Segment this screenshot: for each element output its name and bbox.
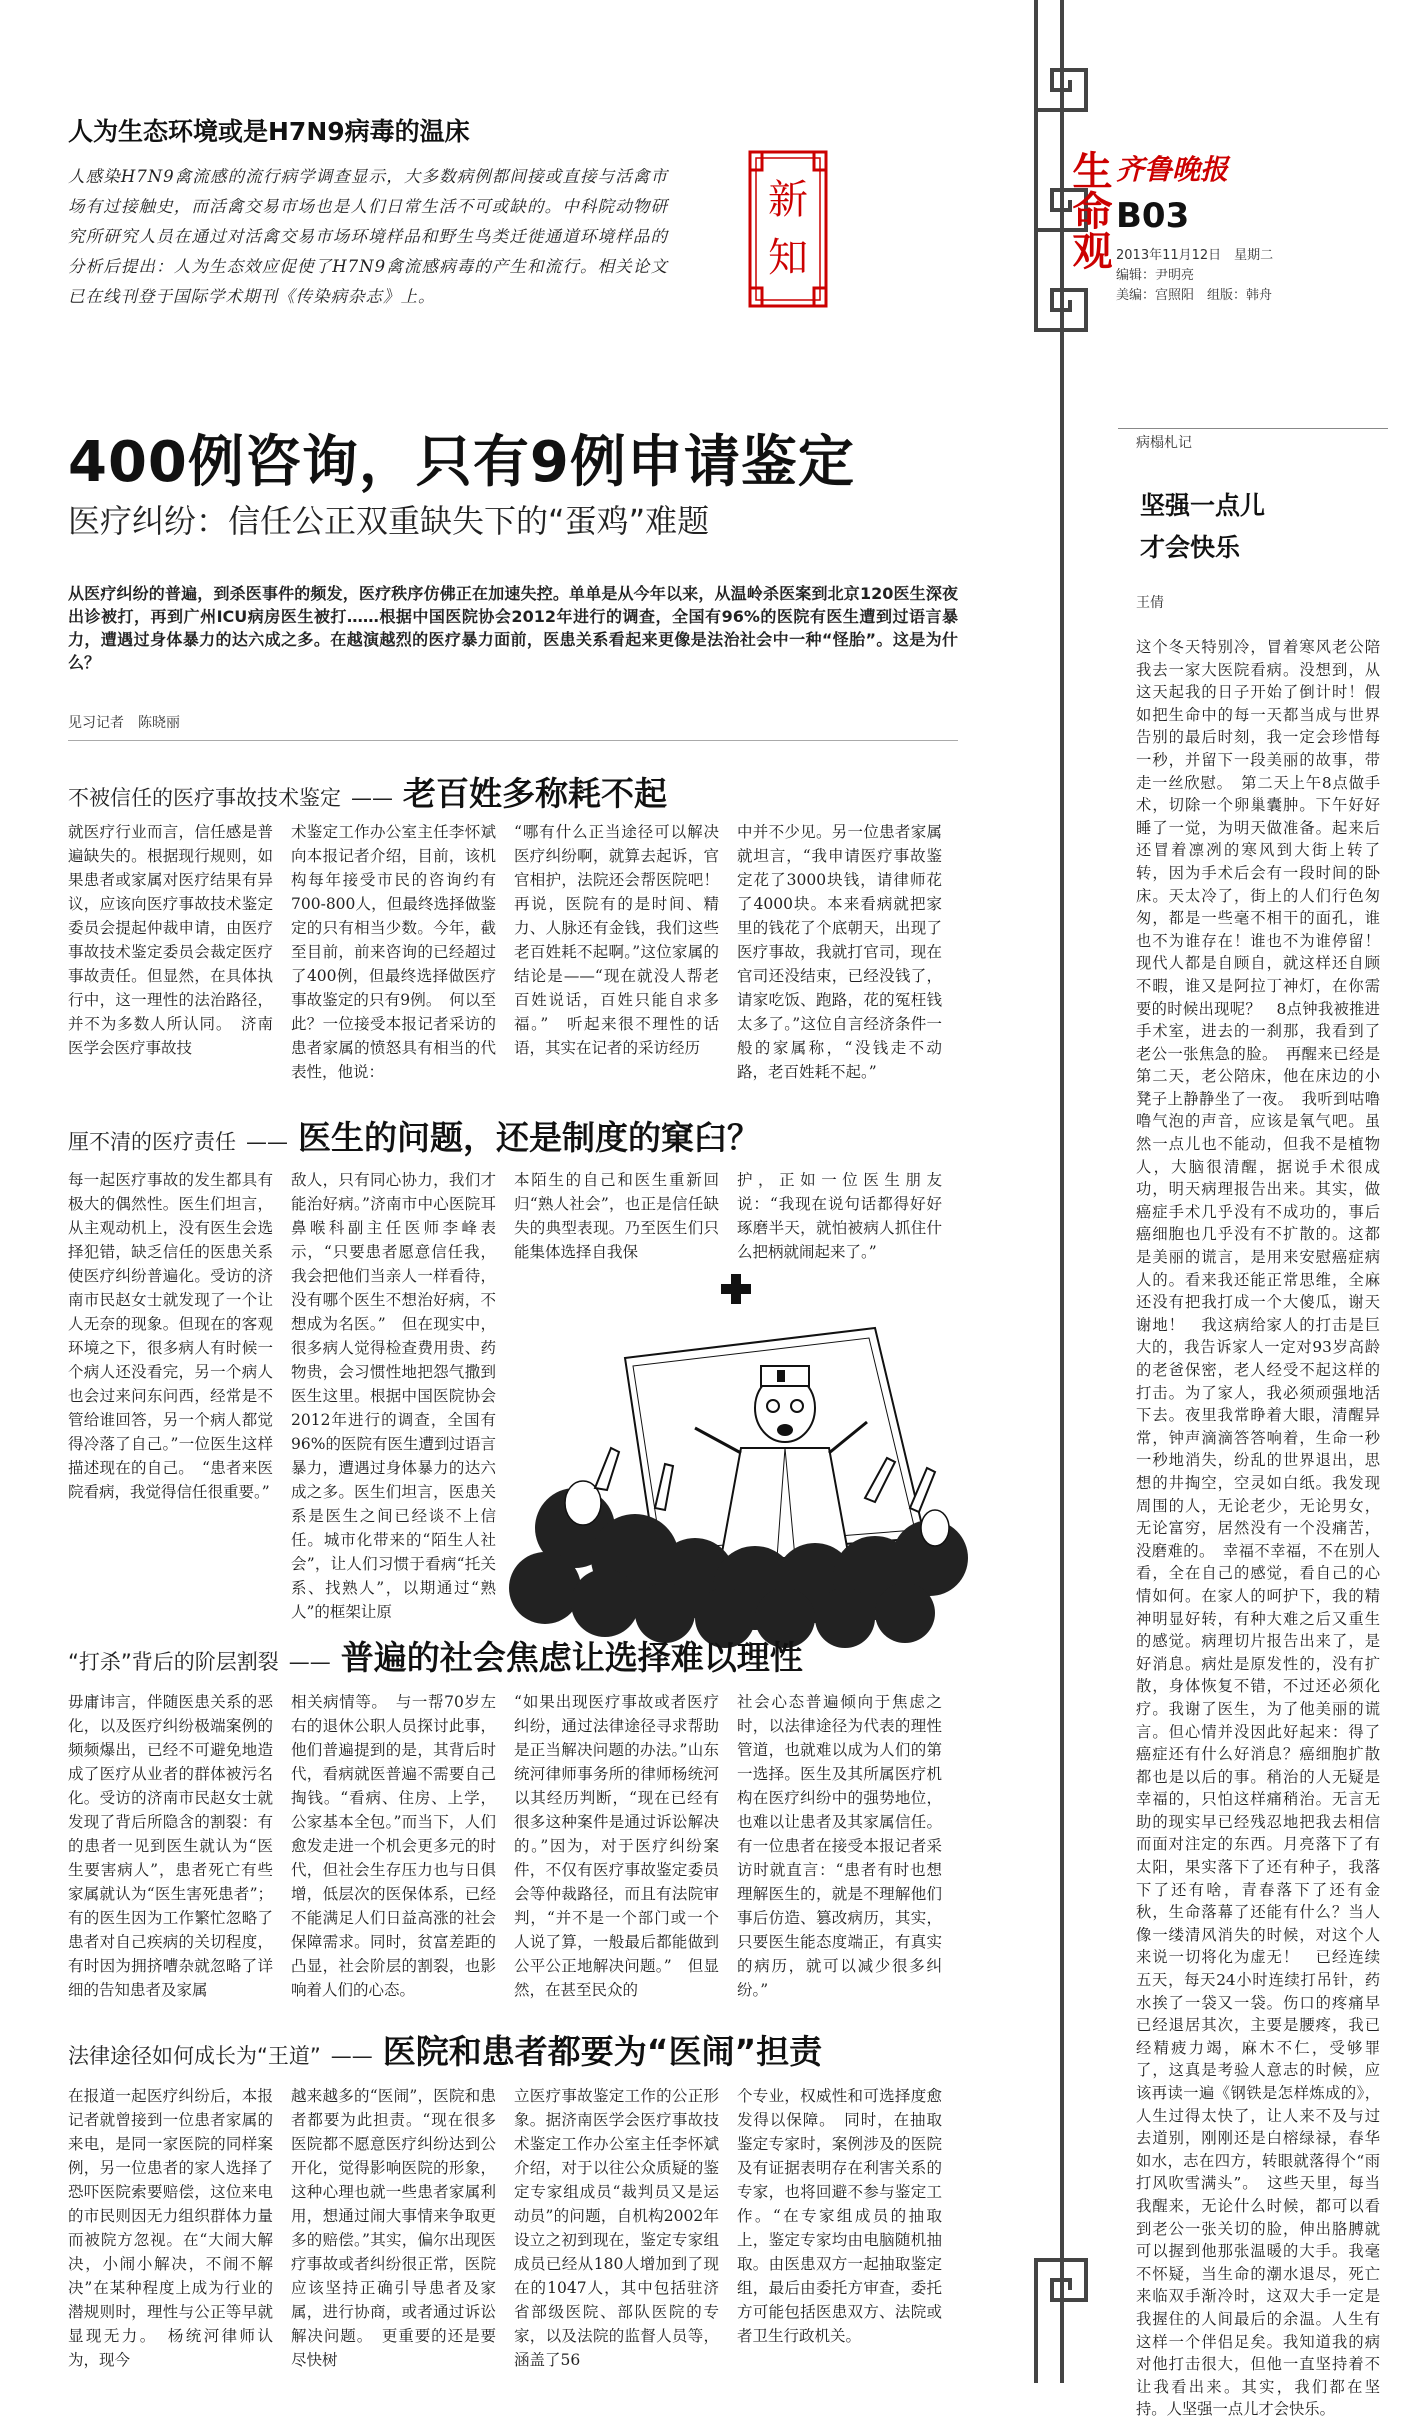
section-1-title: 老百姓多称耗不起 <box>403 774 667 813</box>
column-tag: 病榻札记 <box>1136 435 1192 451</box>
seal-char-2: 知 <box>768 235 808 281</box>
section-2-col-2: 敌人，只有同心协力，我们才能治好病。”济南市中心医院耳鼻喉科副主任医师李峰表示，“只要患者愿意信任我，我会把他们当亲人一样看待，没有哪个医生不想治好病，不想成为名医。” 但在现实中，很多病人觉得检查费用贵、药物贵，会习惯性地把怨气撒到医生这里。根据中国医院协会2012年进行的调查，全国有96%的医院有医生遭到过语言暴力，遭遇过身体暴力的达六成之多。医生们坦言，医患关系是医生之间已经谈不上信任。城市化带来的“陌生人社会”，让人们习惯于看病“托关系、找熟人”，以期通过“熟人”的框架让原 <box>291 1171 496 1621</box>
page-number: B03 <box>1116 196 1190 236</box>
section-4-dash: —— <box>330 2044 373 2068</box>
section-2-col-1: 每一起医疗事故的发生都具有极大的偶然性。医生们坦言，从主观动机上，没有医生会选择犯错，缺乏信任的医患关系使医疗纠纷普遍化。受访的济南市民赵女士就发现了一个让人无奈的现象。但现在的客观环境之下，很多病人有时候一个病人还没看完，另一个病人也会过来问东问西，经常是不管给谁回答，另一个病人都觉得冷落了自己。”一位医生这样描述现在的自己。 “患者来医院看病，我觉得信任很重要。” <box>68 1171 273 1501</box>
column-divider-top <box>1118 428 1388 429</box>
xinzhi-seal <box>748 150 828 308</box>
section-1-kicker: 不被信任的医疗事故技术鉴定 <box>68 786 341 810</box>
section-1-col-2: 术鉴定工作办公室主任李怀斌向本报记者介绍，目前，该机构每年接受市民的咨询约有700-800人，但最终选择做鉴定的只有相当少数。今年，截至目前，前来咨询的已经超过了400例，但最终选择做医疗事故鉴定的只有9例。 何以至此？一位接受本报记者采访的患者家属的愤怒具有相当的代表性，他说： <box>291 823 496 1081</box>
issue-date: 2013年11月12日 星期二 <box>1116 248 1274 263</box>
section-3-col-4: 社会心态普遍倾向于焦虑之时，以法律途径为代表的理性管道，也就难以成为人们的第一选择。医生及其所属医疗机构在医疗纠纷中的强势地位，也难以让患者及其家属信任。有一位患者在接受本报记者采访时就直言：“患者有时也想理解医生的，就是不理解他们事后仿造、篡改病历，其实，只要医生能态度端正，有真实的病历，就可以减少很多纠纷。” <box>737 1693 942 1999</box>
lead-paragraph: 从医疗纠纷的普遍，到杀医事件的频发，医疗秩序仿佛正在加速失控。单单是从今年以来，从温岭杀医案到北京120医生深夜出诊被打，再到广州ICU病房医生被打……根据中国医院协会2012年进行的调查，全国有96%的医院有医生遭到过语言暴力，遭遇过身体暴力的达六成之多。在越演越烈的医疗暴力面前，医患关系看起来更像是法治社会中一种“怪胎”。这是为什么？ <box>68 584 958 672</box>
section-4-kicker: 法律途径如何成长为“王道” <box>68 2044 321 2068</box>
section-2-col-3: 本陌生的自己和医生重新回归“熟人社会”，也正是信任缺失的典型表现。乃至医生们只能集体选择自我保 <box>514 1171 719 1261</box>
section-1-col-1: 就医疗行业而言，信任感是普遍缺失的。根据现行规则，如果患者或家属对医疗结果有异议，应该向医疗事故技术鉴定委员会提起仲裁申请，由医疗事故技术鉴定委员会裁定医疗事故责任。但显然，在具体执行中，这一理性的法治路径，并不为多数人所认同。 济南医学会医疗事故技 <box>68 823 273 1057</box>
section-2-kicker: 厘不清的医疗责任 <box>68 1130 236 1154</box>
section-3-col-2: 相关病情等。 与一帮70岁左右的退休公职人员探讨此事，他们普遍提到的是，其背后时代，看病就医普遍不需要自己掏钱。“看病、住房、上学，公家基本全包。”而当下，人们愈发走进一个机会更多元的时代，但社会生存压力也与日俱增，低层次的医保体系，已经不能满足人们日益高涨的社会保障需求。同时，贫富差距的凸显，社会阶层的割裂，也影响着人们的心态。 <box>291 1693 496 1999</box>
section-3-kicker: “打杀”背后的阶层割裂 <box>68 1650 279 1674</box>
editor-credit: 编辑：尹明亮 <box>1116 268 1195 283</box>
section-2-col-4: 护，正如一位医生朋友说：“我现在说句话都得好好琢磨半天，就怕被病人抓住什么把柄就闹起来了。” <box>737 1171 942 1261</box>
column-title-1: 坚强一点儿 <box>1140 491 1266 520</box>
section-label: 生命观 <box>1066 150 1112 270</box>
section-2-head <box>68 1112 760 1159</box>
seal-char-1: 新 <box>768 177 808 223</box>
section-1-dash: —— <box>351 786 393 810</box>
section-1-col-3: “哪有什么正当途径可以解决医疗纠纷啊，就算去起诉，官官相护，法院还会帮医院吧！再说，医院有的是时间、精力、人脉还有金钱，我们这些老百姓耗不起啊。”这位家属的结论是——“现在就没人帮老百姓说话，百姓只能自求多福。” 听起来很不理性的话语，其实在记者的采访经历 <box>514 823 719 1057</box>
section-3-dash: —— <box>288 1650 331 1674</box>
cartoon-illustration <box>515 1258 955 1618</box>
section-1-head <box>68 768 667 815</box>
doctor-crowd-illustration <box>515 1258 955 1618</box>
section-1-col-4: 中并不少见。另一位患者家属就坦言，“我申请医疗事故鉴定花了3000块钱，请律师花了4000块。本来看病就把家里的钱花了个底朝天，出现了医疗事故，我就打官司，现在官司还没结束，已经没钱了，请家吃饭、跑路，花的冤枉钱太多了。”这位自言经济条件一般的家属称，“没钱走不动路，老百姓耗不起。” <box>737 823 942 1081</box>
section-4-col-3: 立医疗事故鉴定工作的公正形象。据济南医学会医疗事故技术鉴定工作办公室主任李怀斌介绍，对于以往公众质疑的鉴定专家组成员“裁判员又是运动员”的问题，自机构2002年设立之初到现在，鉴定专家组成员已经从180人增加到了现在的1047人，其中包括驻济省部级医院、部队医院的专家，以及法院的监督人员等，涵盖了56 <box>514 2087 719 2369</box>
section-4-head <box>68 2026 822 2073</box>
byline: 见习记者 陈晓丽 <box>68 715 180 731</box>
section-4-col-1: 在报道一起医疗纠纷后，本报记者就曾接到一位患者家属的来电，是同一家医院的同样案例，另一位患者的家人选择了恐吓医院索要赔偿，这位来电的市民则因无力组织群体力量而被院方忽视。在“大闹大解决，小闹小解决，不闹不解决”在某种程度上成为行业的潜规则时，理性与公正等早就显现无力。 杨统河律师认为，现今 <box>68 2087 273 2369</box>
section-3-title: 普遍的社会焦虑让选择难以理性 <box>340 1638 803 1677</box>
section-3-col-3: “如果出现医疗事故或者医疗纠纷，通过法律途径寻求帮助是正当解决问题的办法。”山东统河律师事务所的律师杨统河以其经历判断，“现在已经有很多这种案件是通过诉讼解决的。”因为，对于医疗纠纷案件，不仅有医疗事故鉴定委员会等仲裁路径，而且有法院审判，“并不是一个部门或一个人说了算，一般最后都能做到公平公正地解决问题。” 但显然，在甚至民众的 <box>514 1693 719 1999</box>
divider <box>68 740 958 741</box>
meander-pattern <box>1034 0 1090 2383</box>
designer-credit: 美编：宫照阳 组版：韩舟 <box>1116 288 1273 303</box>
section-2-title: 医生的问题，还是制度的窠臼？ <box>298 1118 760 1157</box>
main-headline: 400例咨询，只有9例申请鉴定 <box>68 430 855 495</box>
column-author: 王倩 <box>1136 595 1164 611</box>
section-2-dash: —— <box>246 1130 288 1154</box>
column-title-2: 才会快乐 <box>1140 533 1241 562</box>
section-4-col-4: 个专业，权威性和可选择度愈发得以保障。 同时，在抽取鉴定专家时，案例涉及的医院及有证据表明存在利害关系的专家，也将回避不参与鉴定工作。“在专家组成员的抽取上，鉴定专家均由电脑随机抽取。由医患双方一起抽取鉴定组，最后由委托方审查，委托方可能包括医患双方、法院或者卫生行政机关。 <box>737 2087 942 2345</box>
decorative-border <box>1034 0 1090 2383</box>
newspaper-logo: 齐鲁晚报 <box>1116 153 1229 186</box>
main-subhead: 医疗纠纷：信任公正双重缺失下的“蛋鸡”难题 <box>68 502 710 540</box>
xinzhi-body: 人感染H7N9禽流感的流行病学调查显示，大多数病例都间接或直接与活禽市场有过接触史，而活禽交易市场也是人们日常生活不可或缺的。中科院动物研究所研究人员在通过对活禽交易市场环境样品和野生鸟类迁徙通道环境样品的分析后提出：人为生态效应促使了H7N9禽流感病毒的产生和流行。相关论文已在线刊登于国际学术期刊《传染病杂志》上。 <box>68 167 668 306</box>
xinzhi-headline: 人为生态环境或是H7N9病毒的温床 <box>68 117 470 146</box>
section-3-head <box>68 1632 803 1679</box>
section-4-col-2: 越来越多的“医闹”，医院和患者都要为此担责。“现在很多医院都不愿意医疗纠纷达到公开化，觉得影响医院的形象，这种心理也就一些患者家属利用，想通过闹大事情来争取更多的赔偿。”其实，偏尔出现医疗事故或者纠纷很正常，医院应该坚持正确引导患者及家属，进行协商，或者通过诉讼解决问题。 更重要的还是要尽快树 <box>291 2087 496 2369</box>
column-body: 这个冬天特别冷，冒着寒风老公陪我去一家大医院看病。没想到，从这天起我的日子开始了倒计时！假如把生命中的每一天都当成与世界告别的最后时刻，我一定会珍惜每一秒，并留下一段美丽的故事，带走一丝欣慰。 第二天上午8点做手术，切除一个卵巢囊肿。下午好好睡了一觉，为明天做准备。起来后还冒着凛冽的寒风到大街上转了转，因为手术后会有一段时间的卧床。天太冷了，街上的人们行色匆匆，都是一些毫不相干的面孔，谁也不为谁存在！谁也不为谁停留！现代人都是自顾自，就这样还自顾不暇，谁又是阿拉丁神灯，在你需要的时候出现呢？ 8点钟我被推进手术室，进去的一刹那，我看到了老公一张焦急的脸。 再醒来已经是第二天，老公陪床，他在床边的小凳子上静静坐了一夜。 我听到咕噜噜气泡的声音，应该是氧气吧。虽然一点儿也不能动，但我不是植物人，大脑很清醒，据说手术很成功，明天病理报告出来。其实，做癌症手术几乎没有不成功的，事后癌细胞也几乎没有不扩散的。这都是美丽的谎言，是用来安慰癌症病人的。看来我还能正常思维，全麻还没有把我打成一个大傻瓜，谢天谢地！ 我这病给家人的打击是巨大的，我告诉家人一定对93岁高龄的老爸保密，老人经受不起这样的打击。为了家人，我必须顽强地活下去。夜里我常睁着大眼，清醒异常，钟声滴滴答答响着，生命一秒一秒地消失，纷乱的世界退出，思想的井掏空，空灵如白纸。我发现周围的人，无论老少，无论男女，无论富穷，居然没有一个没痛苦，没磨难的。 幸福不幸福，不在别人看，全在自己的感觉，看自己的心情如何。在家人的呵护下，我的精神明显好转，有种大难之后又重生的感觉。病理切片报告出来了，是好消息。病灶是原发性的，没有扩散，身体恢复不错，不过还必须化疗。我谢了医生，为了他美丽的谎言。但心情并没因此好起来：得了癌症还有什么好消息？癌细胞扩散都也是以后的事。稍治的人无疑是幸福的，只怕这样痛稍治。无言无助的现实早已经残忍地把我去相信而面对注定的东西。月亮落下了有太阳，果实落下了还有种子，我落下了还有啥，青春落下了还有金秋，生命落幕了还能有什么？当人像一缕清风消失的时候，对这个人来说一切将化为虚无！ 已经连续五天，每天24小时连续打吊针，药水挨了一袋又一袋。伤口的疼痛早已经退居其次，主要是腰疼，我已经精疲力竭，麻木不仁，受够罪了，这真是考验人意志的时候，应该再读一遍《钢铁是怎样炼成的》，人生过得太快了，让人来不及与过去道别，刚刚还是白榕绿禄，春华如水，志在四方，转眼就落得个“雨打风吹雪满头”。 这些天里，每当我醒来，无论什么时候，都可以看到老公一张关切的脸，伸出胳膊就可以握到他那张温暖的大手。我毫不怀疑，当生命的潮水退尽，死亡来临双手渐冷时，这双大手一定是我握住的人间最后的余温。人生有这样一个伴侣足矣。我知道我的病对他打击很大，但他一直坚持着不让我看出来。其实，我们都在坚持。人坚强一点儿才会快乐。 <box>1136 638 1380 2419</box>
section-3-col-1: 毋庸讳言，伴随医患关系的恶化，以及医疗纠纷极端案例的频频爆出，已经不可避免地造成了医疗从业者的群体被污名化。受访的济南市民赵女士就发现了背后所隐含的割裂：有的患者一见到医生就认为“医生要害病人”，患者死亡有些家属就认为“医生害死患者”；有的医生因为工作繁忙忽略了患者对自己疾病的关切程度，有时因为拥挤嘈杂就忽略了详细的告知患者及家属 <box>68 1693 273 1999</box>
section-4-title: 医院和患者都要为“医闹”担责 <box>382 2032 823 2071</box>
